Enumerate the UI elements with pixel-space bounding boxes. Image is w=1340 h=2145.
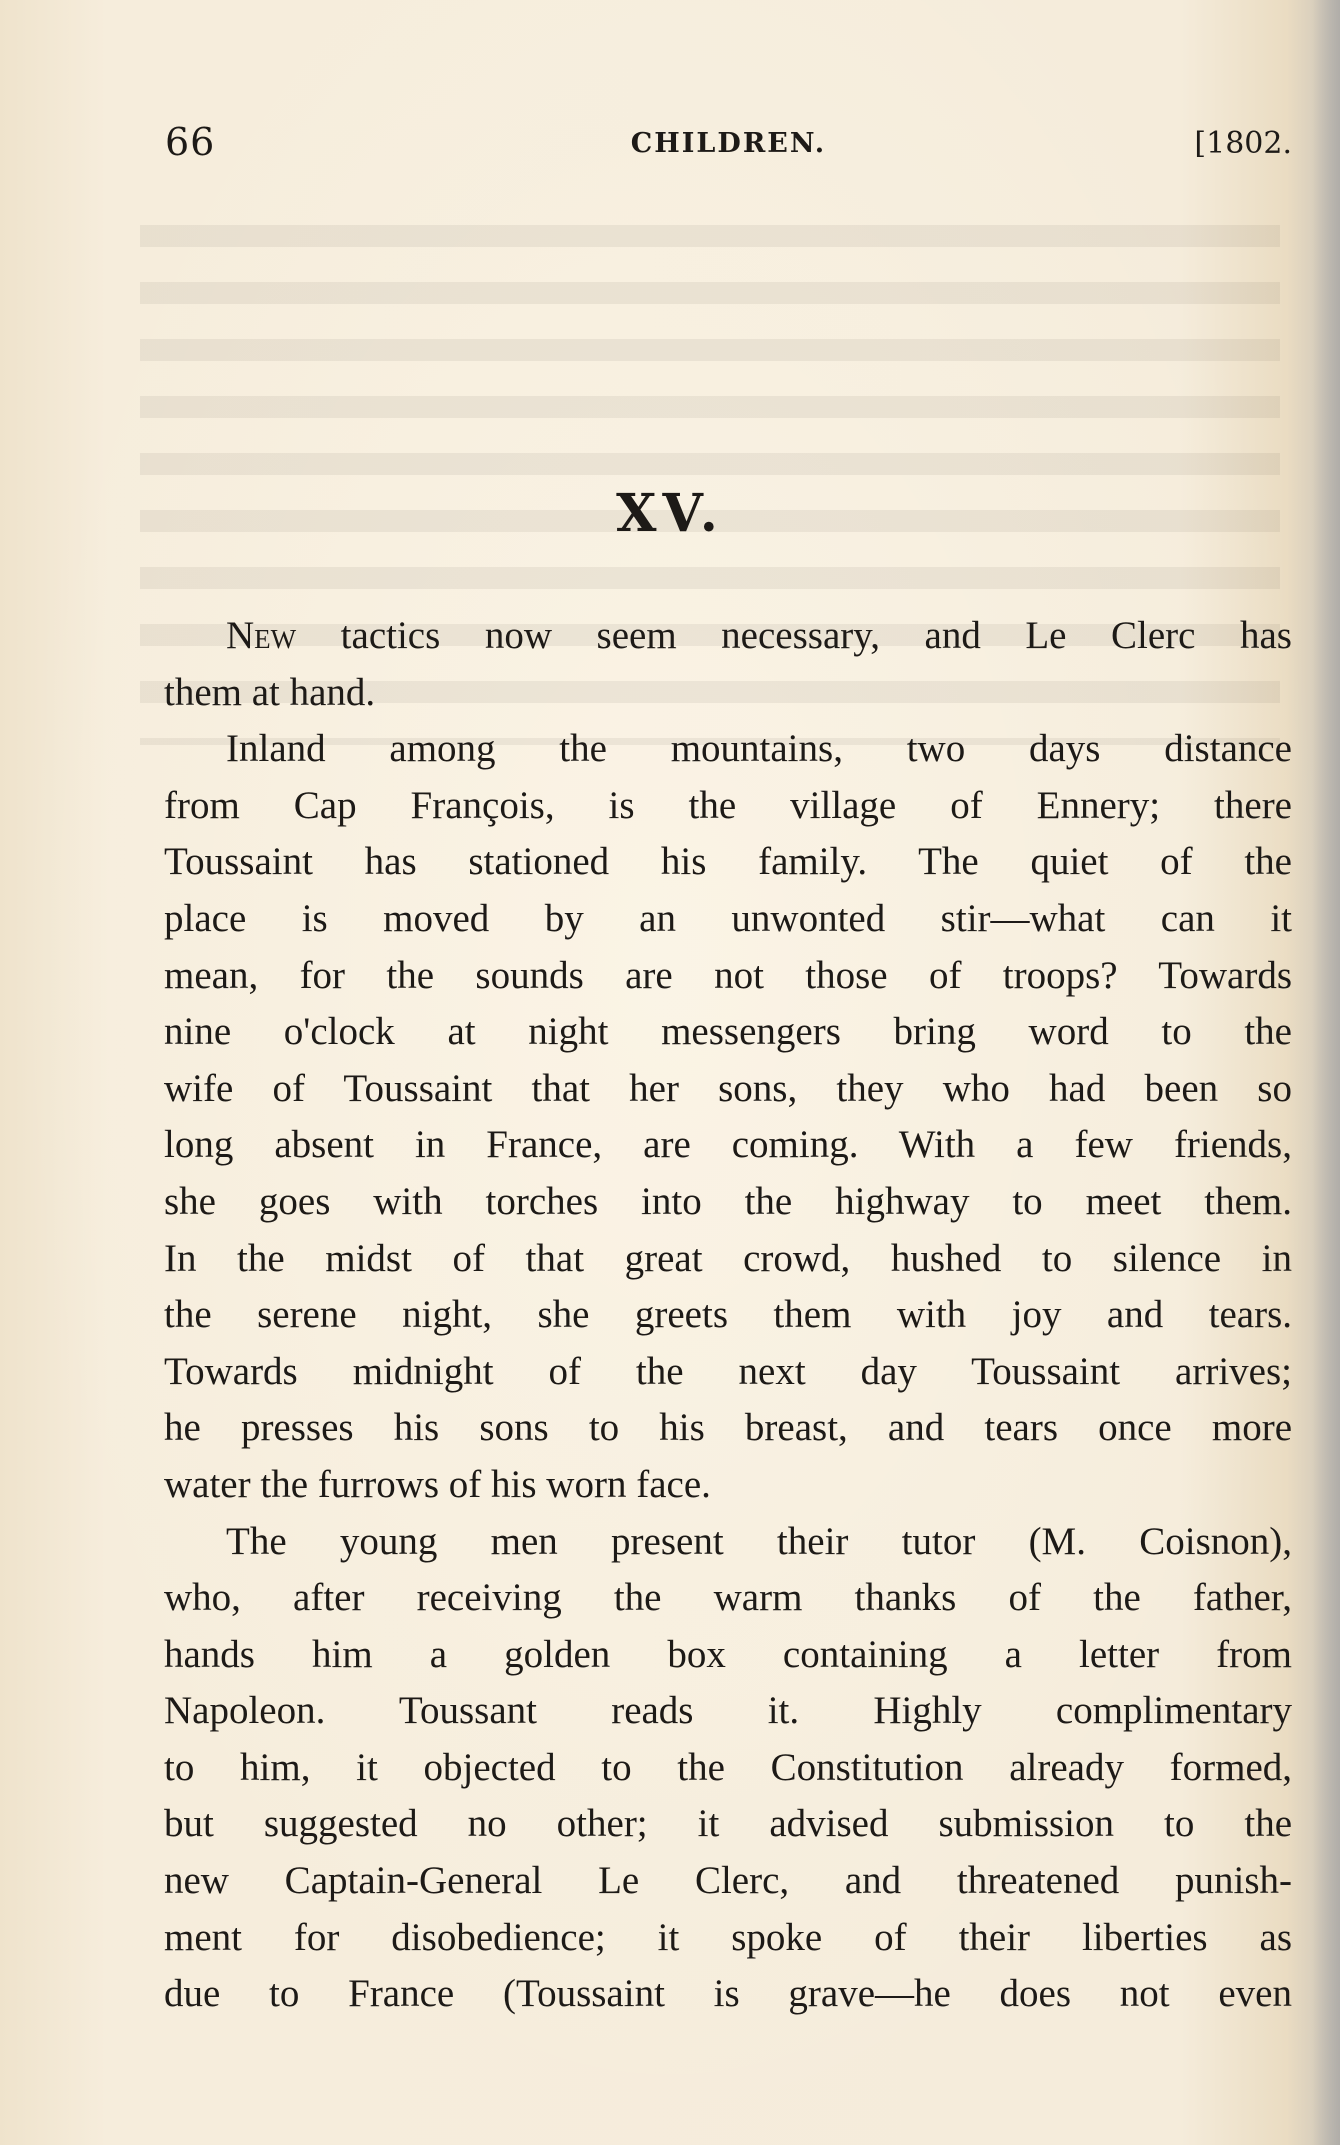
dropcap-word: New xyxy=(226,614,297,657)
text-line: to him, it objected to the Constitution already formed, xyxy=(164,1745,1292,1789)
running-head xyxy=(165,120,1292,170)
text-line: long absent in France, are coming. With a few friends, xyxy=(164,1123,1292,1167)
text-line: In the midst of that great crowd, hushed to silence in xyxy=(164,1236,1292,1280)
text-line: mean, for the sounds are not those of troops? Towards xyxy=(164,953,1292,997)
text-line: wife of Toussaint that her sons, they who had been so xyxy=(164,1066,1292,1110)
text-line: water the furrows of his worn face. xyxy=(164,1462,711,1506)
text-line: due to France (Toussaint is grave—he does not even xyxy=(164,1972,1292,2016)
text-line: nine o'clock at night messengers bring word to the xyxy=(164,1010,1292,1054)
page-number: 66 xyxy=(165,120,216,164)
running-year: [1802. xyxy=(1194,126,1292,161)
text-line: The young men present their tutor (M. Coisnon), xyxy=(226,1519,1292,1563)
page-edge-shadow xyxy=(1312,0,1340,2145)
text-line: Toussaint has stationed his family. The quiet of the xyxy=(164,840,1292,884)
text-line: from Cap François, is the village of Ennery; there xyxy=(164,783,1292,827)
text-line: new Captain-General Le Clerc, and threatened punish- xyxy=(164,1859,1292,1903)
text-line: who, after receiving the warm thanks of the father, xyxy=(164,1576,1292,1620)
text-line: place is moved by an unwonted stir—what can it xyxy=(164,896,1292,940)
text-line: he presses his sons to his breast, and tears once more xyxy=(164,1406,1292,1450)
text-line: but suggested no other; it advised submission to the xyxy=(164,1802,1292,1846)
text-line: hands him a golden box containing a letter from xyxy=(164,1632,1292,1676)
text-line: Inland among the mountains, two days distance xyxy=(226,727,1292,771)
text-line-content: tactics now seem necessary, and Le Clerc has xyxy=(296,614,1292,657)
running-title: CHILDREN. xyxy=(630,128,827,159)
text-line xyxy=(164,608,1292,665)
text-line: them at hand. xyxy=(164,670,376,714)
text-line: Napoleon. Toussant reads it. Highly complimentary xyxy=(164,1689,1292,1733)
body-text xyxy=(164,608,1292,2023)
text-line: Towards midnight of the next day Toussaint arrives; xyxy=(164,1349,1292,1393)
text-line: she goes with torches into the highway to meet them. xyxy=(164,1179,1292,1223)
chapter-heading: XV. xyxy=(616,483,724,544)
text-line: ment for disobedience; it spoke of their liberties as xyxy=(164,1915,1292,1959)
text-line: the serene night, she greets them with joy and tears. xyxy=(164,1293,1292,1337)
